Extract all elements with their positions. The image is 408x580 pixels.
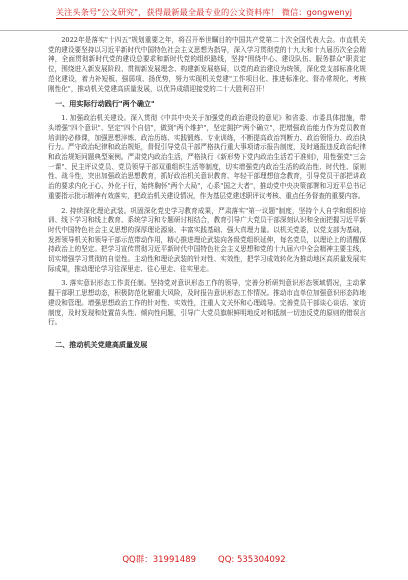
footer-contact bbox=[0, 553, 408, 565]
paragraph-ideology-responsibility: 3. 落实意识形态工作责任制。坚持党对意识形态工作的领导，完善分析研判意识形态领域情况，主动掌握干部职工思想动态，积极防范化解重大风险，及时报告意识形态工作情况。推动市直单位加强意识形态阵地建设和管理。增强思想政治工作的针对性、实效性，注重人文关怀和心理疏导。完善党员干部谈心谈话、家访制度，及时发现和处置苗头性、倾向性问题，引导广大党员旗帜鲜明地反对和抵制一切违反党的原则的错误言行。 bbox=[48, 279, 366, 327]
document-body bbox=[48, 36, 366, 355]
section-1-title: 一、用实际行动践行"两个确立" bbox=[55, 99, 155, 109]
paragraph-theory-armament: 2. 持续深化理论武装。巩固深化党史学习教育成果，严肃落实"第一议题"制度，坚持个人自学和组织培训、线下学习和线上教育、系统学习和专题研讨相结合，教育引导广大党员干部深刻认识和全面把握习近平新时代中国特色社会主义思想的深厚理论源泉、丰富实践基础、强大真理力量。以机关党委，以党支部为基础，发挥领导机关和领导干部示范带动作用，精心推进理论武装向各级党组织延伸，每名党员，以理论上的清醒保持政治上的坚定。把学习宣传贯彻习近平新时代中国特色社会主义思想和党的十九届六中全会精神主要主线，切实增强学习贯彻的自觉性。主动性和理论武装的针对性、实效性，把学习成效转化为推动地区高质量发展实际成果，推动理论学习往深里走、往心里走、往实里走。 bbox=[48, 206, 366, 273]
paragraph-political-construction: 1. 加强政治机关建设。深入贯彻《中共中央关于加强党的政治建设的意见》和省委、市委具体措施，带头增强"四个意识"、坚定"四个自信"，做到"两个维护"，坚定拥护"两个确立"，把增强政治能力作为党员教育培训的必修课，加强思想淬炼、政治历练、实践锻炼、专业训练，不断提高政治判断力、政治领悟力、政治执行力。严守政治纪律和政治规矩，督促引导党员干部严格执行重大事项请示报告制度，及时通报违反政治纪律和政治规矩问题典型案例。严肃党内政治生活，严格执行《新形势下党内政治生活若干准则》，用性强党"三会一课"、民主评议党员、党员领导干部双重组织生活等制度，切实增强党内政治生活的政治性、时代性、原则性、战斗性，突出加强政治思想教育，抓好政治机关意识教育、年轻干部理想信念教育，引导党员干部把讲政治的要求内化于心、外化于行，始终胸怀"两个大局"，心系"国之大者"，推动党中央决策部署和习近平总书记重要指示批示精神有效落实，把政治机关建设情况，作为基层党建述职评议考核、重点任务督查的重要内容。 bbox=[48, 114, 366, 200]
footer-qq-group: QQ群：31991489 bbox=[122, 555, 197, 565]
section-2-title: 二、推动机关党建高质量发展 bbox=[55, 339, 148, 349]
footer-qq: QQ: 535304092 bbox=[218, 555, 286, 565]
header-banner-text[interactable]: 关注头条号"公文研究"，获得最新最全最专业的公文资料库！ 微信：gongwenyj bbox=[55, 7, 353, 17]
header-banner bbox=[0, 0, 408, 31]
intro-paragraph: 2022年是落实"十四五"规划重要之年，将召开举世瞩目的中国共产党第二十次全国代表大会。市直机关党的建设要坚持以习近平新时代中国特色社会主义思想为指导，深入学习贯彻党的十九大和十九届历次全会精神，全面贯彻新时代党的建设总要求和新时代党的组织路线，坚持"围绕中心、建设队伍、服务群众"职责定位，围绕进入新发展阶段、贯彻新发展理念、构建新发展格局，以党的政治建设为统领，深化党支部标准化规范化建设，着力补短板、强弱项、扬优势，努力实现机关党建"工作项目化、推进标准化、督办常规化、考核刚性化"，推动机关党建高质量发展，以优异成绩迎接党的二十大胜利召开！ bbox=[48, 36, 366, 93]
